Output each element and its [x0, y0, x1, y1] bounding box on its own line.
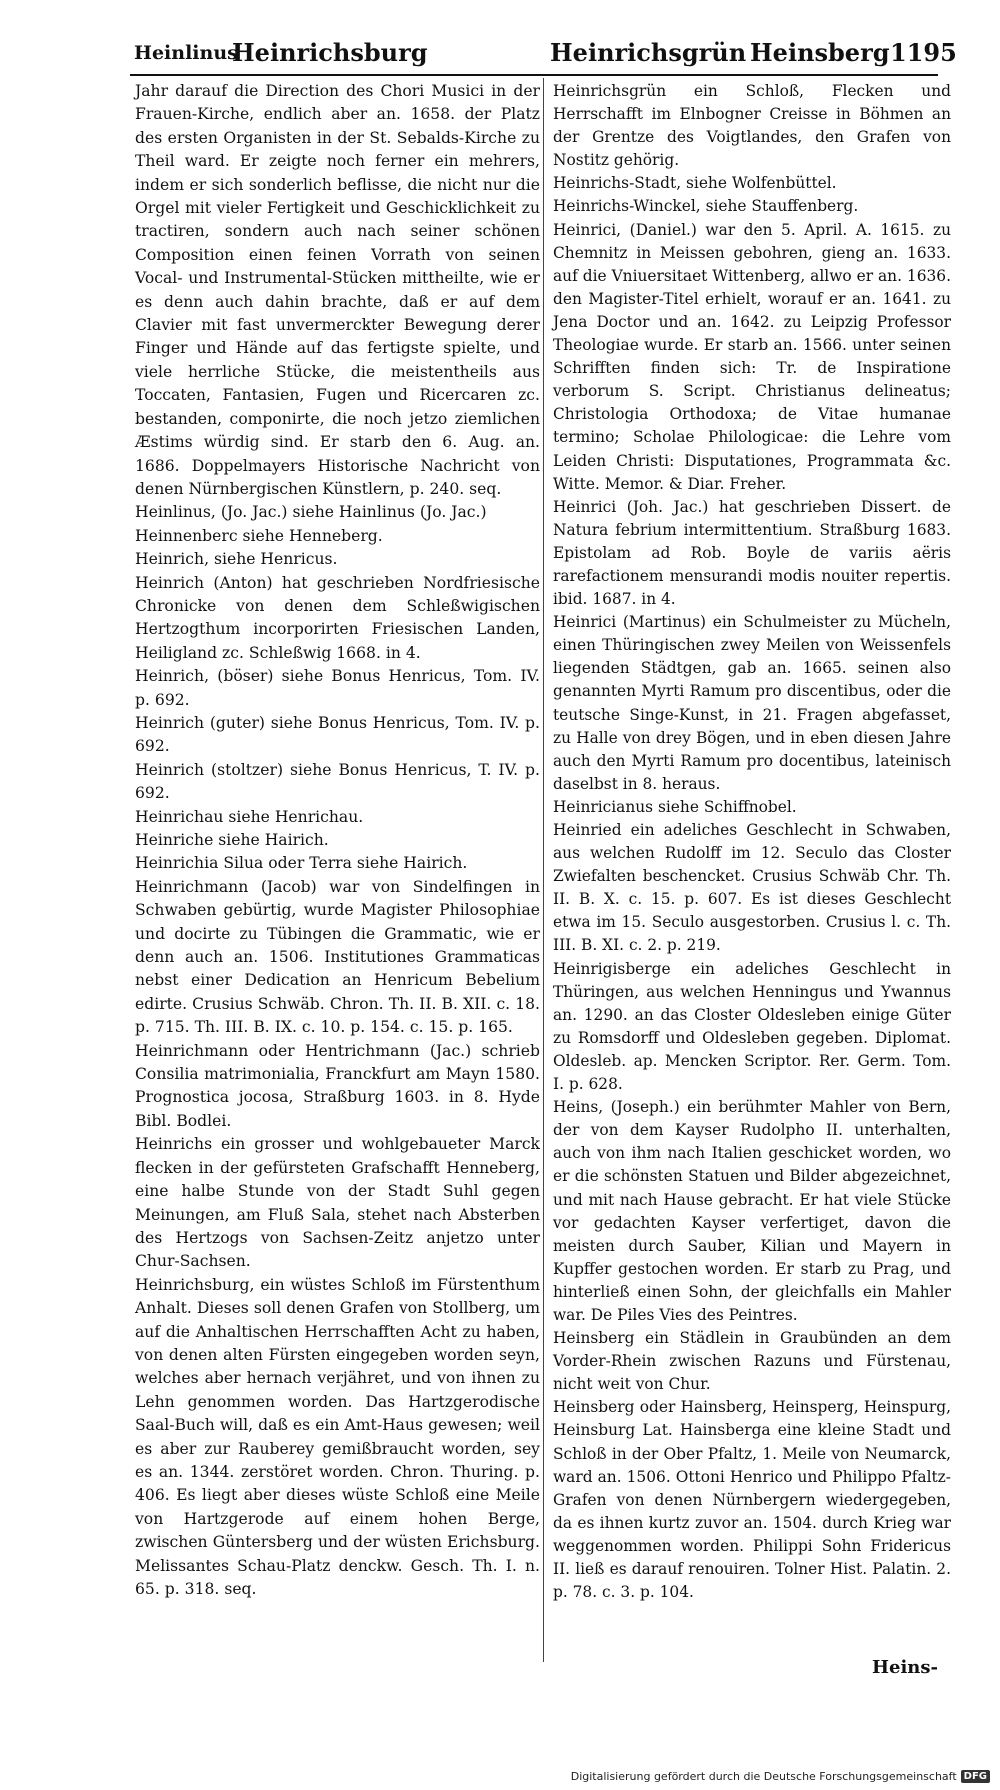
- header-headword-right: Heinrichsgrün: [550, 38, 747, 67]
- entry-paragraph: Heinrich (stoltzer) siehe Bonus Henricus, T. IV. p. 692.: [135, 760, 540, 803]
- entry-paragraph: Heinrich, (böser) siehe Bonus Henricus, Tom. IV. p. 692.: [135, 667, 540, 709]
- entry-paragraph: Heinrichmann (Jacob) war von Sindelfingen in Schwaben gebürtig, wurde Magister Philosophiae und docirte zu Tübingen die Grammatic, wie er denn auch an. 1506. Institutiones Grammaticas nebst einer Dedication an Henricum Bebelium edirte. Crusius Schwäb. Chron. Th. II. B. XII. c. 18. p. 715. Th. III. B. IX. c. 10. p. 154. c. 15. p. 165.: [135, 877, 540, 1037]
- entry-paragraph: Heinrichs-Stadt, siehe Wolfenbüttel.: [553, 174, 837, 193]
- header-headword-left-2: Heinrichsburg: [232, 38, 428, 67]
- entry-paragraph: Heinrichia Silua oder Terra siehe Hairich.: [135, 854, 468, 873]
- entry-paragraph: Heinrichsburg, ein wüstes Schloß im Fürstenthum Anhalt. Dieses soll denen Grafen von Stollberg, um auf die Anhaltischen Herrschafften Acht zu haben, von denen alten Fürsten eingegeben worden seyn, welches aber hernach verjähret, und von ihnen zu Lehn genommen worden. Das Hartzgerodische Saal-Buch will, daß es ein Amt-Haus gewesen; weil es aber zur Rauberey gemißbraucht worden, sey es an. 1344. zerstöret worden. Chron. Thuring. p. 406. Es liegt aber dieses wüste Schloß eine Meile von Hartzgerode auf einem hohen Berge, zwischen Güntersberg und der wüsten Erichsburg. Melissantes Schau-Platz denckw. Gesch. Th. I. n. 65. p. 318. seq.: [135, 1275, 540, 1598]
- entry-paragraph: Heinrigisberge ein adeliches Geschlecht in Thüringen, aus welchen Henningus und Ywannus an. 1290. an das Closter Oldesleben einige Güter zu Romsdorff und Oldesleben gegeben. Diplomat. Oldesleb. ap. Mencken Scriptor. Rer. Germ. Tom. I. p. 628.: [553, 959, 951, 1094]
- column-divider: [543, 78, 544, 1662]
- entry-paragraph: Heinrichs ein grosser und wohlgebaueter Marck flecken in der gefürsteten Grafschafft Henneberg, eine halbe Stunde von der Stadt Suhl gegen Meinungen, am Fluß Sala, stehet nach Absterben des Hertzogs von Sachsen-Zeitz anjetzo unter Chur-Sachsen.: [135, 1135, 540, 1271]
- header-headword-right-2: Heinsberg: [750, 38, 890, 67]
- entry-paragraph: Heinsberg oder Hainsberg, Heinsperg, Heinspurg, Heinsburg Lat. Hainsberga eine kleine Stadt und Schloß in der Ober Pfaltz, 1. Meile von Neumarck, ward an. 1506. Ottoni Henrico und Philippo Pfaltz-Grafen von denen Nürnbergern wiedergegeben, da es ihnen kurtz zuvor an. 1504. durch Krieg war weggenommen worden. Philippi Sohn Fridericus II. ließ es darauf renouiren. Tolner Hist. Palatin. 2. p. 78. c. 3. p. 104.: [553, 1398, 951, 1602]
- entry-paragraph: Heinrichmann oder Hentrichmann (Jac.) schrieb Consilia matrimonialia, Franckfurt am Mayn 1580. Prognostica jocosa, Straßburg 1603. in 8. Hyde Bibl. Bodlei.: [135, 1041, 540, 1130]
- entry-paragraph: Heinsberg ein Städlein in Graubünden an dem Vorder-Rhein zwischen Razuns und Fürstenau, nicht weit von Chur.: [553, 1329, 951, 1394]
- right-column: [553, 80, 951, 1604]
- entry-paragraph: Heinrichau siehe Henrichau.: [135, 807, 364, 826]
- entry-paragraph: Heins, (Joseph.) ein berühmter Mahler von Bern, der von dem Kayser Rudolpho II. unterhalten, auch von ihm nach Italien geschicket worden, wo er die schönsten Statuen und Bilder abgezeichnet, und mit nach Hause gebracht. Er hat viele Stücke vor gedachten Kayser verfertiget, davon die meisten durch Sauber, Kilian und Mayern in Kupffer gestochen worden. Er starb zu Prag, und hinterließ einen Sohn, der gleichfalls ein Mahler war. De Piles Vies des Peintres.: [553, 1098, 951, 1324]
- entry-paragraph: Heinrich (Anton) hat geschrieben Nordfriesische Chronicke von denen dem Schleßwigischen Hertzogthum incorporirten Friesischen Landen, Heiligland zc. Schleßwig 1668. in 4.: [135, 573, 540, 662]
- header-headword-left: Heinlinus: [134, 42, 238, 64]
- entry-paragraph: Heinrich (guter) siehe Bonus Henricus, Tom. IV. p. 692.: [135, 713, 540, 756]
- header-rule: [130, 74, 938, 76]
- dfg-logo: DFG: [961, 1770, 990, 1783]
- digitization-footer: [571, 1770, 990, 1783]
- entry-paragraph: Heinrich, siehe Henricus.: [135, 550, 338, 569]
- entry-paragraph: Heinnenberc siehe Henneberg.: [135, 526, 383, 545]
- left-column: [135, 80, 540, 1601]
- entry-paragraph: Heinricianus siehe Schiffnobel.: [553, 797, 797, 816]
- entry-paragraph: Heinriche siehe Hairich.: [135, 831, 329, 849]
- entry-paragraph: Heinrici (Martinus) ein Schulmeister zu Mücheln, einen Thüringischen zwey Meilen von Weissenfels liegenden Städtgen, gab an. 1665. seinen also genannten Myrti Ramum pro discentibus, oder die teutsche Singe-Kunst, in 21. Fragen abgefasset, zu Halle von drey Bögen, und in eben diesen Jahre auch den Myrti Ramum pro docentibus, lateinisch daselbst in 8. heraus.: [553, 613, 951, 793]
- running-header: [130, 38, 957, 72]
- entry-paragraph: Jahr darauf die Direction des Chori Musici in der Frauen-Kirche, endlich aber an. 1658. der Platz des ersten Organisten in der St. Sebalds-Kirche zu Theil ward. Er zeigte noch ferner ein mehrers, indem er sich sonderlich beflisse, die nicht nur die Orgel mit vieler Fertigkeit und Geschicklichkeit zu tractiren, sondern auch nach seiner schönen Composition einen feinen Vorrath von seinen Vocal- und Instrumental-Stücken mittheilte, wie er es denn auch dahin brachte, daß er auf dem Clavier mit fast unvermerckter Bewegung derer Finger und Hände auf das fertigste spielte, und viele herrliche Stücke, die meistentheils aus Toccaten, Fantasien, Fugen und Ricercaren zc. bestanden, componirte, die noch jetzo ziemlichen Æstims würdig sind. Er starb den 6. Aug. an. 1686. Doppelmayers Historische Nachricht von denen Nürnbergischen Künstlern, p. 240. seq.: [135, 82, 540, 498]
- entry-paragraph: Heinried ein adeliches Geschlecht in Schwaben, aus welchen Rudolff im 12. Seculo das Closter Zwiefalten beschencket. Crusius Schwäb Chr. Th. II. B. X. c. 15. p. 607. Es ist dieses Geschlecht etwa im 15. Seculo ausgestorben. Crusius l. c. Th. III. B. XI. c. 2. p. 219.: [553, 821, 951, 955]
- footer-credit-text: Digitalisierung gefördert durch die Deutsche Forschungsgemeinschaft: [570, 1770, 957, 1783]
- entry-paragraph: Heinrici, (Daniel.) war den 5. April. A. 1615. zu Chemnitz in Meissen gebohren, gieng an. 1633. auf die Vniuersitaet Wittenberg, allwo er an. 1636. den Magister-Titel erhielt, worauf er an. 1641. zu Jena Doctor und an. 1642. zu Leipzig Professor Theologiae wurde. Er starb an. 1566. unter seinen Schrifften finden sich: Tr. de Inspiratione verborum S. Script. Christianus delineatus; Christologia Orthodoxa; de Vitae humanae termino; Scholae Philologicae: die Lehre vom Leiden Christi: Disputationes, Programmata &c. Witte. Memor. & Diar. Freher.: [553, 220, 951, 493]
- entry-paragraph: Heinrici (Joh. Jac.) hat geschrieben Dissert. de Natura febrium intermittentium. Straßburg 1683. Epistolam ad Rob. Boyle de variis aëris rarefactionem mensurandi modis nouiter repertis. ibid. 1687. in 4.: [553, 497, 951, 609]
- page-number: 1195: [890, 38, 957, 67]
- entry-paragraph: Heinrichs-Winckel, siehe Stauffenberg.: [553, 197, 859, 216]
- entry-paragraph: Heinrichsgrün ein Schloß, Flecken und Herrschafft im Elnbogner Creisse in Böhmen an der Grentze des Voigtlandes, den Grafen von Nostitz gehörig.: [553, 82, 951, 170]
- entry-paragraph: Heinlinus, (Jo. Jac.) siehe Hainlinus (Jo. Jac.): [135, 503, 487, 522]
- catchword: Heins-: [872, 1657, 938, 1678]
